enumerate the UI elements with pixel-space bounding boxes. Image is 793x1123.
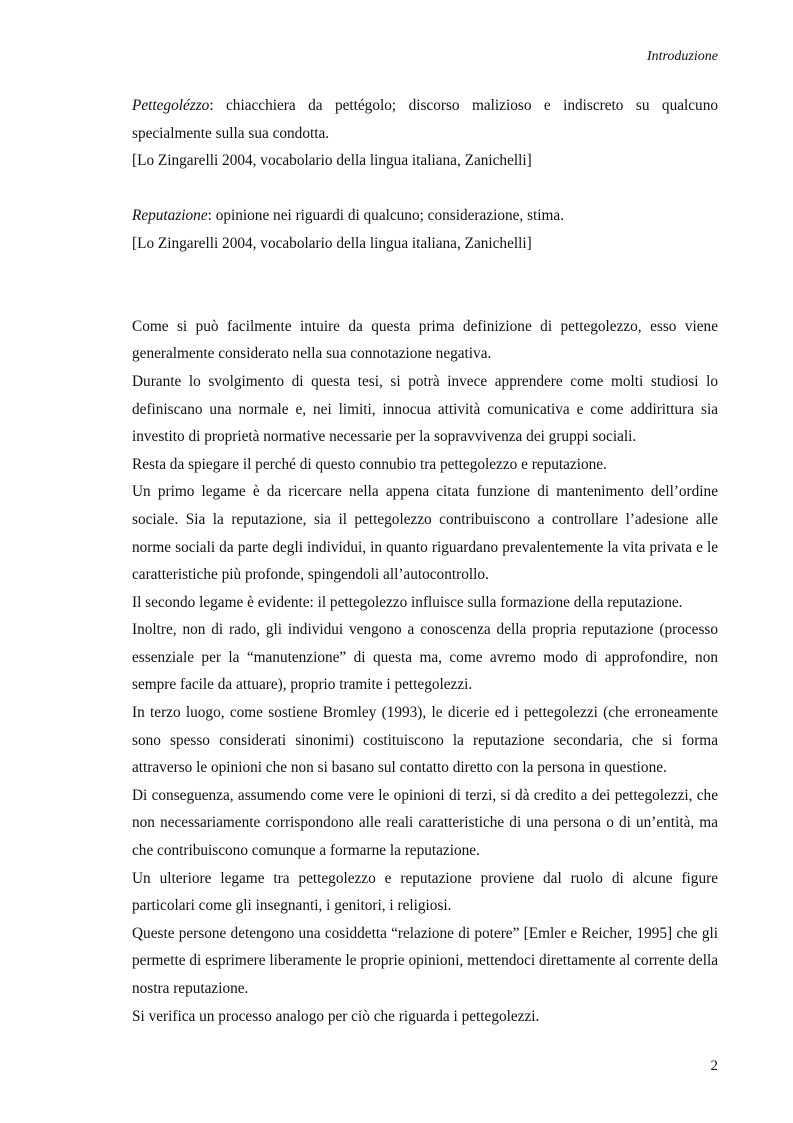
definition-pettegolezzo (132, 92, 718, 147)
paragraph: Come si può facilmente intuire da questa prima definizione di pettegolezzo, esso viene generalmente considerato nella sua connotazione negativa. (132, 317, 718, 363)
definition-term: Pettegolézzo (132, 97, 210, 114)
paragraph: In terzo luogo, come sostiene Bromley (1993), le dicerie ed i pettegolezzi (che erroneamente sono spesso considerati sinonimi) costituiscono la reputazione secondaria, che si forma attraverso le opinioni che non si basano sul contatto diretto con la persona in questione. (132, 704, 718, 777)
paragraph: Il secondo legame è evidente: il pettegolezzo influisce sulla formazione della reputazione. (132, 593, 683, 611)
paragraph: Si verifica un processo analogo per ciò che riguarda i pettegolezzi. (132, 1007, 540, 1025)
definition-text: : opinione nei riguardi di qualcuno; considerazione, stima. (207, 207, 565, 225)
spacer (132, 258, 718, 286)
spacer (132, 175, 718, 203)
definition-source: [Lo Zingarelli 2004, vocabolario della lingua italiana, Zanichelli] (132, 234, 532, 252)
spacer (132, 285, 718, 313)
definition-source: [Lo Zingarelli 2004, vocabolario della lingua italiana, Zanichelli] (132, 152, 532, 170)
body-text (132, 92, 718, 1030)
page-number: 2 (710, 1058, 718, 1074)
running-header: Introduzione (646, 49, 718, 64)
paragraph: Di conseguenza, assumendo come vere le opinioni di terzi, si dà credito a dei pettegolezzi, che non necessariamente corrispondono alle reali caratteristiche di una persona o di un’entità, ma che contribuiscono comunque a formarne la reputazione. (132, 786, 718, 860)
definition-term: Reputazione (132, 207, 208, 225)
paragraph: Resta da spiegare il perché di questo connubio tra pettegolezzo e reputazione. (132, 455, 607, 473)
paragraph: Inoltre, non di rado, gli individui vengono a conoscenza della propria reputazione (processo essenziale per la “manutenzione” di questa ma, come avremo modo di approfondire, non sempre facile da attuare), proprio tramite i pettegolezzi. (132, 621, 718, 694)
paragraph: Un primo legame è da ricercare nella appena citata funzione di mantenimento dell’ordine sociale. Sia la reputazione, sia il pettegolezzo contribuiscono a controllare l’adesione alle norme sociali da parte degli individui, in quanto riguardano prevalentemente la vita privata e le caratteristiche più profonde, spingendoli all’autocontrollo. (132, 483, 718, 584)
paragraph: Queste persone detengono una cosiddetta “relazione di potere” [Emler e Reicher, 1995] che gli permette di esprimere liberamente le proprie opinioni, mettendoci direttamente al corrente della nostra reputazione. (132, 924, 718, 997)
definition-reputazione (132, 202, 718, 230)
definition-text: : chiacchiera da pettégolo; discorso malizioso e indiscreto su qualcuno specialmente sulla sua condotta. (132, 97, 718, 142)
paragraph: Durante lo svolgimento di questa tesi, si potrà invece apprendere come molti studiosi lo definiscano una normale e, nei limiti, innocua attività comunicativa e come addirittura sia investito di proprietà normative necessarie per la sopravvivenza dei gruppi sociali. (132, 372, 718, 446)
paragraph: Un ulteriore legame tra pettegolezzo e reputazione proviene dal ruolo di alcune figure particolari come gli insegnanti, i genitori, i religiosi. (132, 869, 718, 915)
